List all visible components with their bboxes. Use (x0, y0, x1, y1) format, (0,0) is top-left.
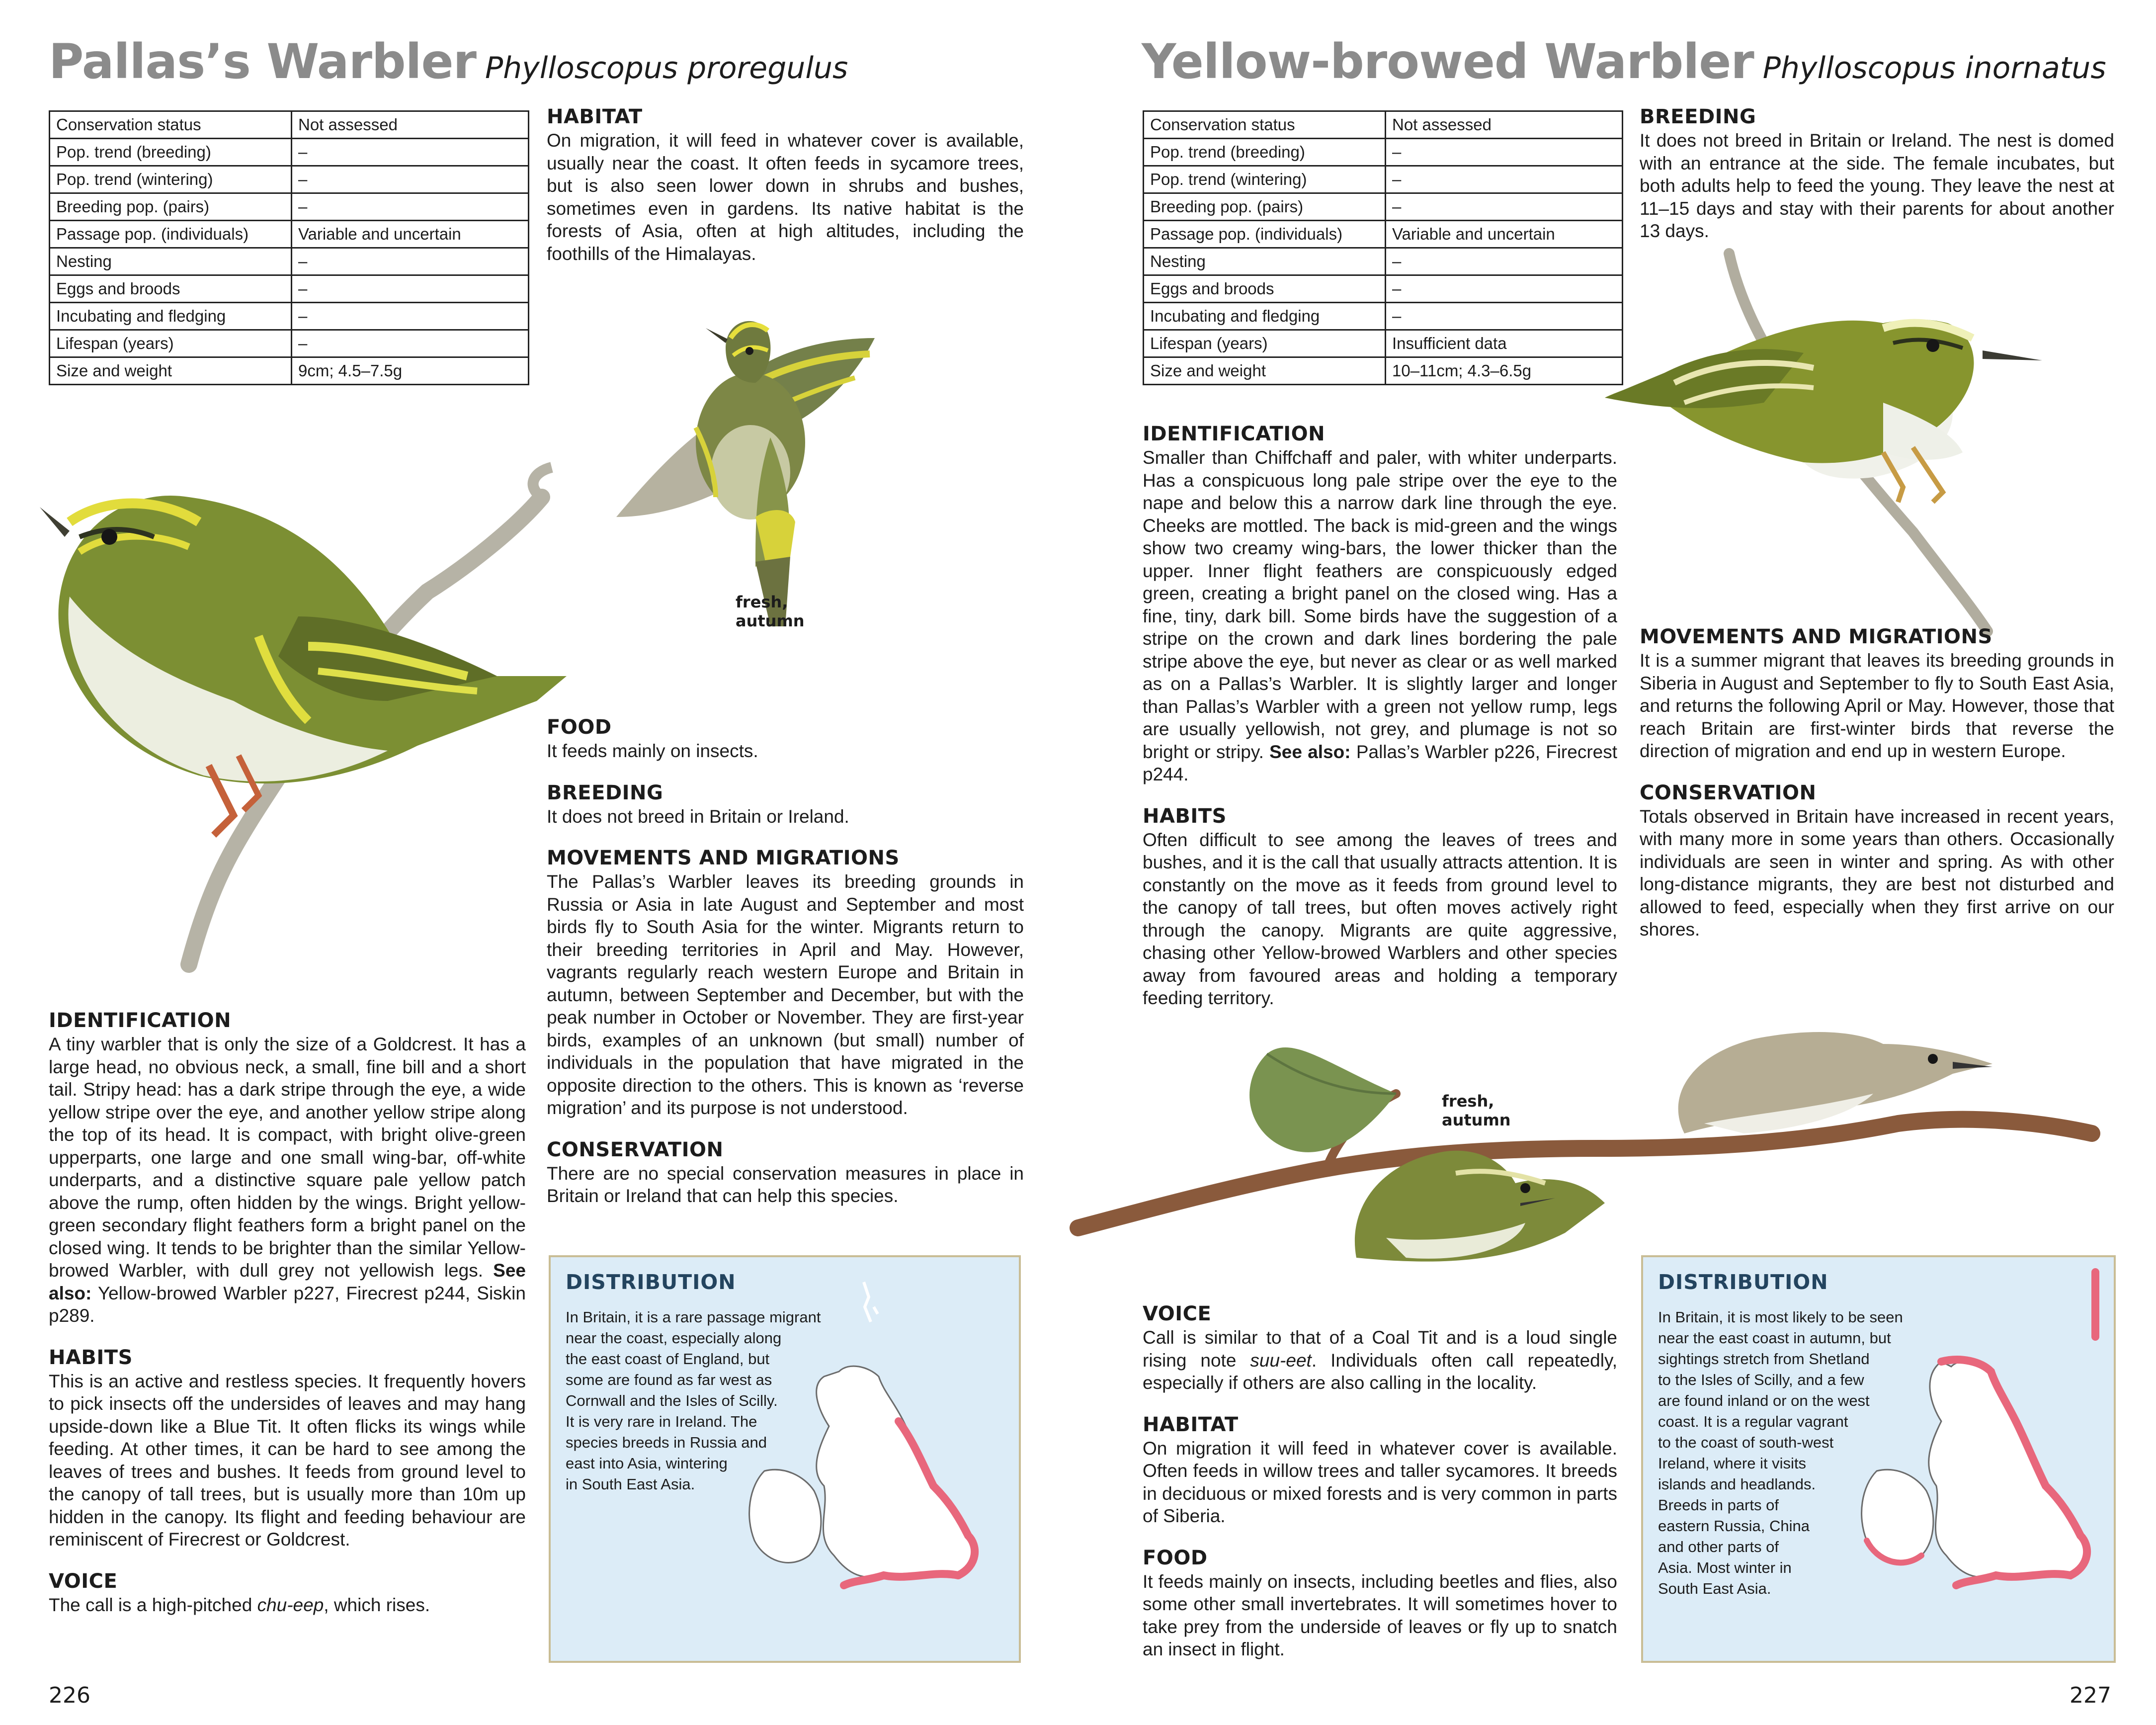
section-heading: FOOD (1143, 1546, 1208, 1569)
distribution-box (1641, 1255, 2116, 1663)
facts-row (1144, 330, 1623, 357)
facts-key: Breeding pop. (pairs) (50, 193, 292, 221)
facts-value: – (292, 166, 529, 193)
britain-ireland-map (700, 1277, 998, 1655)
breeding-section (547, 781, 1024, 828)
facts-value: – (1386, 248, 1623, 275)
facts-value: – (1386, 166, 1623, 193)
section-heading: VOICE (1143, 1302, 1212, 1325)
distribution-line: the east coast of England, but (566, 1350, 770, 1368)
voice-text: The call is a high-pitched (49, 1594, 257, 1615)
identification-section (49, 1009, 526, 1327)
identification-habits-column (1143, 423, 1617, 1029)
facts-key: Nesting (1144, 248, 1386, 275)
facts-row (1144, 357, 1623, 385)
facts-row (50, 166, 529, 193)
section-heading: HABITAT (1143, 1413, 1239, 1436)
section-text: There are no special conservation measures in place in Britain or Ireland that can help this species. (547, 1163, 1024, 1206)
facts-value: 9cm; 4.5–7.5g (292, 357, 529, 385)
section-heading: MOVEMENTS AND MIGRATIONS (1640, 625, 1992, 648)
facts-value: – (292, 303, 529, 330)
figure-label (1442, 1092, 1511, 1129)
facts-key: Size and weight (1144, 357, 1386, 385)
figure-label (736, 593, 805, 630)
facts-key: Lifespan (years) (1144, 330, 1386, 357)
movements-section (1640, 625, 2114, 763)
section-text: It is a summer migrant that leaves its breeding grounds in Siberia in August and September to fly to South East Asia, and returns the following April or May. However, those that reach Britain are first-winter birds that reverse the direction of migration and end up in western Europe. (1640, 650, 2114, 761)
voice-text-end: . Individuals often call repeatedly, especially if others are also calling in the locality. (1143, 1350, 1617, 1393)
facts-value: – (1386, 193, 1623, 221)
habits-section (1143, 805, 1617, 1010)
section-text: The Pallas’s Warbler leaves its breeding grounds in Russia or Asia in late August and September and most birds fly to South Asia for the winter. Migrants return to their breeding territories in April and May. However, vagrants regularly reach western Europe and Britain in autumn, between September and December, but with the peak number in October or November. They are first-year birds, examples of an unknown (but small) number of individuals in the population that have migrated in the opposite direction to the others. This is known as ‘reverse migration’ and its purpose is not understood. (547, 871, 1024, 1118)
distribution-line: sightings stretch from Shetland (1658, 1350, 1870, 1368)
yellow-browed-warbler-perched-illustration (1605, 254, 2117, 631)
facts-key: Size and weight (50, 357, 292, 385)
voice-call: chu-eep (257, 1594, 324, 1615)
distribution-line: Breeds in parts of (1658, 1496, 1779, 1514)
facts-row (50, 330, 529, 357)
distribution-line: It is very rare in Ireland. The (566, 1413, 757, 1430)
distribution-line: to the Isles of Scilly, and a few (1658, 1371, 1864, 1388)
facts-row (1144, 111, 1623, 139)
see-also-links: Pallas’s Warbler p226, Firecrest p244. (1143, 741, 1617, 784)
facts-key: Incubating and fledging (50, 303, 292, 330)
page-number: 226 (49, 1683, 90, 1708)
species-scientific-name: Phylloscopus inornatus (1762, 51, 2106, 86)
distribution-line: some are found as far west as (566, 1371, 772, 1388)
facts-key: Eggs and broods (50, 275, 292, 303)
identification-section (1143, 423, 1617, 786)
distribution-line: In Britain, it is a rare passage migrant (566, 1308, 821, 1326)
section-text: On migration it will feed in whatever cover is available. Often feeds in willow trees and taller sycamores. It breeds in deciduous or mixed forests and is very common in parts of Siberia. (1143, 1438, 1617, 1526)
food-section (1143, 1547, 1617, 1661)
facts-value: – (292, 275, 529, 303)
facts-row (1144, 166, 1623, 193)
section-heading: IDENTIFICATION (49, 1009, 232, 1032)
section-text (49, 1033, 526, 1327)
distribution-line: eastern Russia, China (1658, 1517, 1810, 1535)
section-heading: VOICE (49, 1569, 118, 1593)
section-text (1143, 446, 1617, 786)
food-breeding-movements-column (547, 716, 1024, 1226)
section-heading: FOOD (547, 716, 612, 739)
facts-row (1144, 275, 1623, 303)
identification-habits-voice-column (49, 1009, 526, 1635)
species-scientific-name: Phylloscopus proregulus (485, 51, 848, 86)
voice-habitat-food-column (1143, 1302, 1617, 1680)
facts-table (1143, 110, 1623, 385)
voice-section (1143, 1302, 1617, 1394)
voice-section (49, 1570, 526, 1617)
distribution-line: are found inland or on the west (1658, 1392, 1870, 1409)
facts-row (50, 357, 529, 385)
voice-call: suu-eet (1250, 1350, 1312, 1371)
distribution-line: in South East Asia. (566, 1475, 695, 1493)
section-heading: CONSERVATION (547, 1138, 724, 1161)
distribution-line: to the coast of south-west (1658, 1434, 1834, 1451)
voice-text-end: , which rises. (324, 1594, 430, 1615)
facts-row (1144, 303, 1623, 330)
identification-text: A tiny warbler that is only the size of a Goldcrest. It has a large head, no obvious neck, a small, fine bill and a short tail. Stripy head: has a dark stripe through the eye, a wide yellow stripe over the eye, and another yellow stripe along the top of its head. It is compact, with bright olive-green upperparts, one large and one small wing-bar, off-white underparts, and a distinctive square pale yellow patch above the rump, often hidden by the wings. Bright yellow-green secondary flight feathers form a bright panel on the closed wing. It tends to be brighter than the similar Yellow-browed Warbler, with dull grey not yellowish legs. (49, 1034, 526, 1281)
movements-section (547, 847, 1024, 1120)
facts-row (50, 248, 529, 275)
section-heading: MOVEMENTS AND MIGRATIONS (547, 847, 900, 869)
section-heading: HABITS (49, 1346, 133, 1369)
facts-value: 10–11cm; 4.3–6.5g (1386, 357, 1623, 385)
facts-key: Incubating and fledging (1144, 303, 1386, 330)
facts-key: Passage pop. (individuals) (50, 221, 292, 248)
facts-value: – (1386, 275, 1623, 303)
facts-row (50, 221, 529, 248)
distribution-line: near the coast, especially along (566, 1329, 782, 1347)
facts-value: – (1386, 303, 1623, 330)
britain-ireland-map (1792, 1267, 2110, 1660)
figure-label-line2: autumn (736, 611, 805, 630)
section-text: Often difficult to see among the leaves of trees and bushes, and it is the call that usually attracts attention. It is constantly on the move as it feeds from ground level to the canopy of tall trees, but often moves actively right through the canopy. Migrants are quite aggressive, chasing other Yellow-browed Warblers and other species away from favoured areas and holding a temporary feeding territory. (1143, 829, 1617, 1008)
see-also-label: See also: (1269, 741, 1351, 762)
species-common-name: Pallas’s Warbler (49, 34, 476, 89)
distribution-line: Cornwall and the Isles of Scilly. (566, 1392, 778, 1409)
distribution-line: Ireland, where it visits (1658, 1455, 1807, 1472)
section-heading: BREEDING (547, 781, 663, 804)
facts-key: Breeding pop. (pairs) (1144, 193, 1386, 221)
facts-value: – (292, 248, 529, 275)
distribution-line: species breeds in Russia and (566, 1434, 767, 1451)
section-text: It does not breed in Britain or Ireland. (547, 806, 849, 827)
species-title (49, 34, 848, 89)
distribution-line: Asia. Most winter in (1658, 1559, 1792, 1576)
section-text: It feeds mainly on insects, including beetles and flies, also some other small invertebrates. It will sometimes hover to take prey from the underside of leaves or fly up to snatch an insect in flight. (1143, 1571, 1617, 1659)
section-heading: HABITAT (547, 105, 643, 128)
facts-row (50, 139, 529, 166)
habits-section (49, 1346, 526, 1551)
section-heading: BREEDING (1640, 105, 1756, 128)
page-227 (1078, 0, 2156, 1725)
species-title (1142, 34, 2106, 89)
section-heading: CONSERVATION (1640, 781, 1817, 804)
species-common-name: Yellow-browed Warbler (1142, 34, 1754, 89)
section-text: It does not breed in Britain or Ireland. The nest is domed with an entrance at the side. The female incubates, but both adults help to feed the young. They leave the nest at 11–15 days and stay with their parents for about another 13 days. (1640, 130, 2114, 241)
distribution-line: near the east coast in autumn, but (1658, 1329, 1891, 1347)
section-text: Totals observed in Britain have increased in recent years, with many more in some years than others. Occasionally individuals are seen in winter and spring. As with other long-distance migrants, they are best not disturbed and allowed to feed, especially when they first arrive on our shores. (1640, 806, 2114, 940)
facts-value: Not assessed (1386, 111, 1623, 139)
page-number: 227 (2070, 1683, 2111, 1708)
figure-label-line1: fresh, (736, 593, 788, 611)
facts-value: Variable and uncertain (1386, 221, 1623, 248)
section-heading: HABITS (1143, 804, 1227, 828)
voice-text: Call is similar to that of a Coal Tit and is a loud single rising note (1143, 1327, 1617, 1371)
breeding-section (1640, 105, 2114, 243)
identification-text: Smaller than Chiffchaff and paler, with whiter underparts. Has a conspicuous long pale stripe over the eye to the nape and below this a narrow dark line through the eye. Cheeks are mottled. The back is mid-green and the wings show two creamy wing-bars, the lower thicker than the upper. Inner flight feathers are conspicuously edged green, creating a bright panel on the closed wing. Has a fine, tiny, dark bill. Some birds have the suggestion of a stripe on the crown and dark lines bordering the pale stripe above the eye, but never as clear or as well marked as on a Pallas’s Warbler. It is slightly larger and longer than Pallas’s Warbler with a green not yellow rump, legs are usually yellowish, not grey, and plumage is not so bright or stripy. (1143, 447, 1617, 762)
section-text: On migration, it will feed in whatever cover is available, usually near the coast. It often feeds in sycamore trees, but is also seen lower down in shrubs and bushes, sometimes even in gardens. Its native habitat is the forests of Asia, often at high altitudes, including the foothills of the Himalayas. (547, 130, 1024, 264)
distribution-line: South East Asia. (1658, 1580, 1771, 1597)
facts-row (1144, 193, 1623, 221)
see-also-links: Yellow-browed Warbler p227, Firecrest p244, Siskin p289. (49, 1283, 526, 1326)
facts-key: Lifespan (years) (50, 330, 292, 357)
figure-label-line1: fresh, (1442, 1092, 1494, 1111)
distribution-line: In Britain, it is most likely to be seen (1658, 1308, 1903, 1326)
facts-row (1144, 139, 1623, 166)
figure-label-line2: autumn (1442, 1111, 1511, 1129)
facts-row (50, 275, 529, 303)
facts-value: – (292, 139, 529, 166)
distribution-line: and other parts of (1658, 1538, 1779, 1555)
facts-key: Eggs and broods (1144, 275, 1386, 303)
habitat-section (1143, 1413, 1617, 1528)
section-text: It feeds mainly on insects. (547, 741, 758, 761)
facts-value: Insufficient data (1386, 330, 1623, 357)
food-section (547, 716, 1024, 763)
conservation-section (1640, 781, 2114, 941)
section-text (1143, 1326, 1617, 1394)
facts-value: – (1386, 139, 1623, 166)
see-also-label: See also: (49, 1260, 526, 1303)
facts-row (50, 111, 529, 139)
facts-key: Pop. trend (breeding) (50, 139, 292, 166)
facts-table (49, 110, 529, 385)
distribution-line: coast. It is a regular vagrant (1658, 1413, 1848, 1430)
facts-key: Pop. trend (wintering) (1144, 166, 1386, 193)
facts-value: – (292, 193, 529, 221)
distribution-heading: DISTRIBUTION (566, 1270, 736, 1294)
facts-key: Pop. trend (breeding) (1144, 139, 1386, 166)
conservation-section (547, 1138, 1024, 1208)
facts-value: Not assessed (292, 111, 529, 139)
distribution-line: islands and headlands. (1658, 1475, 1816, 1493)
distribution-box (549, 1255, 1021, 1663)
distribution-line: east into Asia, wintering (566, 1455, 728, 1472)
facts-key: Conservation status (50, 111, 292, 139)
habitat-section (547, 105, 1024, 265)
facts-row (1144, 248, 1623, 275)
section-text: This is an active and restless species. It frequently hovers to pick insects off the undersides of leaves and may hang upside-down like a Blue Tit. It often flicks its wings while feeding. At other times, it can be hard to see among the leaves of trees and bushes. It feeds from ground level to the canopy of tall trees, but is usually more than 10m up hidden in the canopy. Its flight and feeding behaviour are reminiscent of Firecrest or Goldcrest. (49, 1371, 526, 1550)
facts-key: Nesting (50, 248, 292, 275)
facts-key: Passage pop. (individuals) (1144, 221, 1386, 248)
distribution-heading: DISTRIBUTION (1658, 1270, 1828, 1294)
facts-row (50, 193, 529, 221)
facts-value: – (292, 330, 529, 357)
section-heading: IDENTIFICATION (1143, 423, 1326, 445)
section-text (49, 1594, 526, 1617)
facts-row (50, 303, 529, 330)
facts-row (1144, 221, 1623, 248)
movements-conservation-column (1640, 625, 2114, 960)
facts-key: Pop. trend (wintering) (50, 166, 292, 193)
facts-key: Conservation status (1144, 111, 1386, 139)
facts-value: Variable and uncertain (292, 221, 529, 248)
